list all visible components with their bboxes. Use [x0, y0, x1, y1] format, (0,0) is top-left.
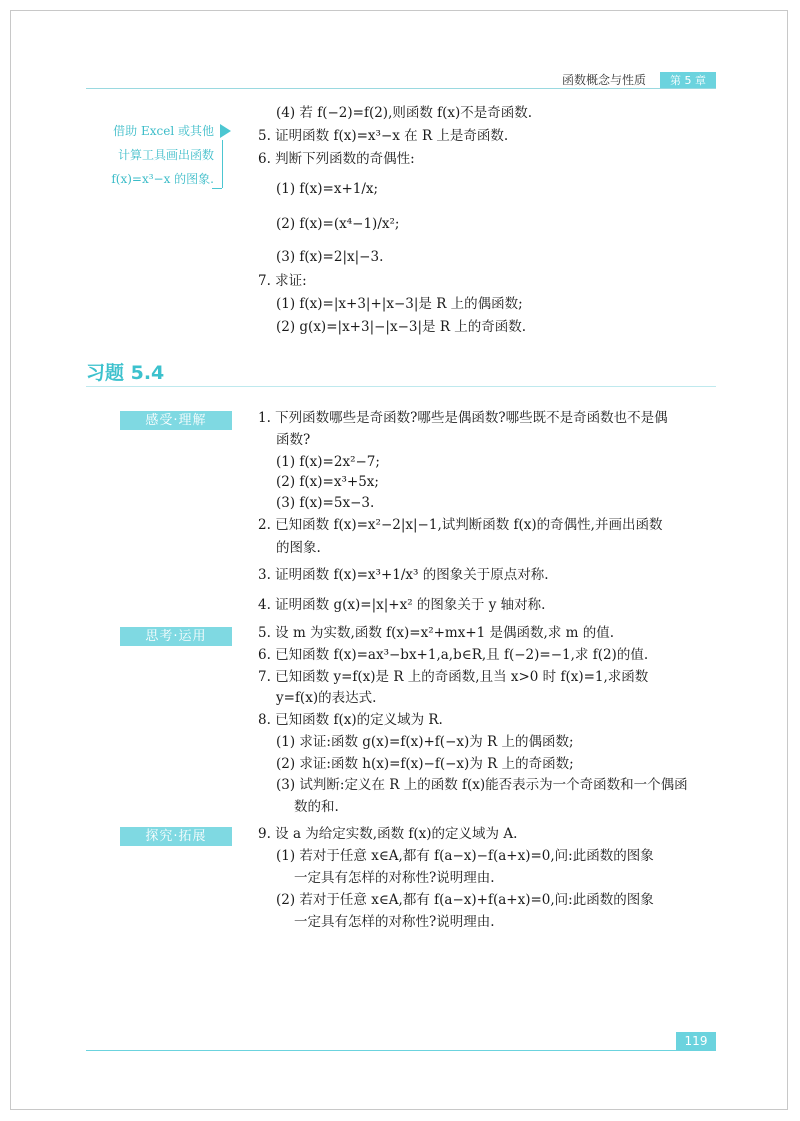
top-line-1: (4) 若 f(−2)=f(2),则函数 f(x)不是奇函数. [276, 105, 533, 121]
ex1-line-c: (1) f(x)=2x²−7; [276, 454, 380, 470]
pointer-triangle-icon [220, 124, 231, 138]
ex6-line: 6. 已知函数 f(x)=ax³−bx+1,a,b∈R,且 f(−2)=−1,求 f(2)的值. [258, 647, 649, 663]
top-line-9: (2) g(x)=|x+3|−|x−3|是 R 上的奇函数. [276, 319, 527, 335]
top-line-8: (1) f(x)=|x+3|+|x−3|是 R 上的偶函数; [276, 296, 523, 312]
sidenote-line-2: 计算工具画出函数 [117, 148, 214, 162]
top-line-4: (1) f(x)=x+1/x; [276, 181, 379, 197]
sidenote-bracket-foot [212, 188, 222, 189]
top-line-2: 5. 证明函数 f(x)=x³−x 在 R 上是奇函数. [258, 128, 509, 144]
ex1-line-b: 函数? [276, 432, 311, 448]
ex9-line-b: (1) 若对于任意 x∈A,都有 f(a−x)−f(a+x)=0,问:此函数的图象 [276, 848, 654, 864]
sidenote-line-1: 借助 Excel 或其他 [113, 124, 214, 138]
ex7-line-a: 7. 已知函数 y=f(x)是 R 上的奇函数,且当 x>0 时 f(x)=1,求函数 [258, 669, 649, 685]
ex3-line: 3. 证明函数 f(x)=x³+1/x³ 的图象关于原点对称. [258, 567, 549, 583]
sidenote-bracket [222, 140, 223, 188]
tag-perceive-understand: 感受·理解 [120, 411, 232, 430]
tag-think-apply: 思考·运用 [120, 627, 232, 646]
ex8-line-e: 数的和. [294, 799, 339, 815]
ex2-line-b: 的图象. [276, 540, 321, 556]
ex9-line-d: (2) 若对于任意 x∈A,都有 f(a−x)+f(a+x)=0,问:此函数的图象 [276, 892, 654, 908]
ex8-line-a: 8. 已知函数 f(x)的定义域为 R. [258, 712, 443, 728]
section-rule [86, 386, 716, 387]
ex8-line-c: (2) 求证:函数 h(x)=f(x)−f(−x)为 R 上的奇函数; [276, 756, 574, 772]
section-title: 习题 5.4 [86, 362, 165, 384]
ex4-line: 4. 证明函数 g(x)=|x|+x² 的图象关于 y 轴对称. [258, 597, 546, 613]
page-number: 119 [676, 1032, 716, 1051]
tag-explore-extend: 探究·拓展 [120, 827, 232, 846]
header-rule [86, 88, 716, 89]
ex1-line-a: 1. 下列函数哪些是奇函数?哪些是偶函数?哪些既不是奇函数也不是偶 [258, 410, 668, 426]
chapter-badge: 第 5 章 [660, 72, 716, 89]
ex1-line-d: (2) f(x)=x³+5x; [276, 474, 379, 490]
ex2-line-a: 2. 已知函数 f(x)=x²−2|x|−1,试判断函数 f(x)的奇偶性,并画出函数 [258, 517, 663, 533]
header-title: 函数概念与性质 [562, 73, 647, 87]
ex8-line-b: (1) 求证:函数 g(x)=f(x)+f(−x)为 R 上的偶函数; [276, 734, 574, 750]
ex5-line: 5. 设 m 为实数,函数 f(x)=x²+mx+1 是偶函数,求 m 的值. [258, 625, 615, 641]
footer-rule [86, 1050, 716, 1051]
ex8-line-d: (3) 试判断:定义在 R 上的函数 f(x)能否表示为一个奇函数和一个偶函 [276, 777, 688, 793]
ex9-line-a: 9. 设 a 为给定实数,函数 f(x)的定义域为 A. [258, 826, 518, 842]
ex7-line-b: y=f(x)的表达式. [276, 690, 377, 706]
ex9-line-c: 一定具有怎样的对称性?说明理由. [294, 870, 495, 886]
top-line-7: 7. 求证: [258, 273, 307, 289]
sidenote-line-3: f(x)=x³−x 的图象. [111, 172, 214, 186]
top-line-5: (2) f(x)=(x⁴−1)/x²; [276, 216, 400, 232]
ex1-line-e: (3) f(x)=5x−3. [276, 495, 375, 511]
top-line-6: (3) f(x)=2|x|−3. [276, 249, 384, 265]
top-line-3: 6. 判断下列函数的奇偶性: [258, 151, 415, 167]
ex9-line-e: 一定具有怎样的对称性?说明理由. [294, 914, 495, 930]
